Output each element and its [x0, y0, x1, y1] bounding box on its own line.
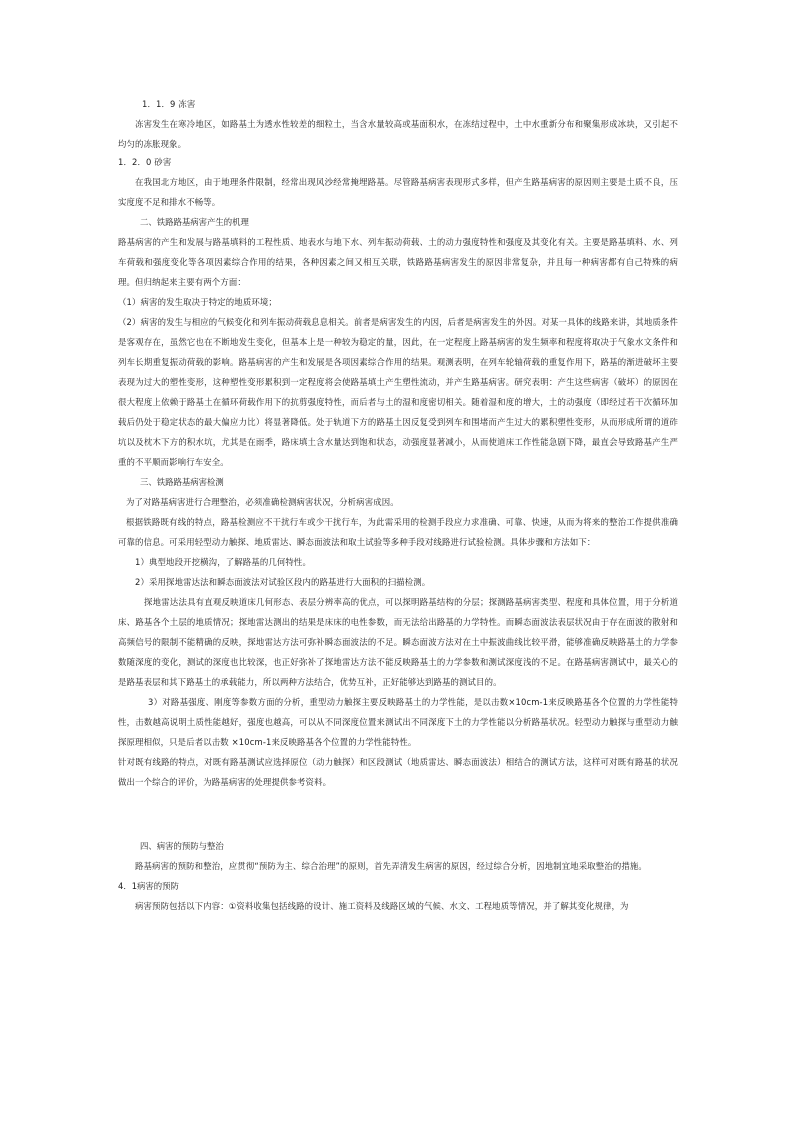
paragraph-detection-summary: 针对既有线路的特点，对既有路基测试应选择原位（动力触探）和区段测试（地质雷达、瞬态面波法）相结合的测试方法，这样可对既有路基的状况做出一个综合的评价，为路基病害的处理提供参考资料。 [118, 757, 678, 787]
document-page [118, 98, 678, 916]
paragraph-prevention-principle: 路基病害的预防和整治，应贯彻“预防为主、综合治理”的原则，首先弄清发生病害的原因，经过综合分析，因地制宜地采取整治的措施。 [135, 861, 647, 871]
paragraph-detection-methods: 根据铁路既有线的特点，路基检测应不干扰行车或少干扰行车，为此需采用的检测手段应力求准确、可靠、快速，从而为将来的整治工作提供准确可靠的信息。可采用轻型动力触探、地质雷达、瞬态面波法和取土试验等多种手段对线路进行试验检测。具体步骤和方法如下： [118, 517, 678, 547]
list-item-1: （1）病害的发生取决于特定的地质环境； [118, 297, 277, 307]
paragraph-dynamic-penetration: 3）对路基强度、刚度等参数方面的分析，重型动力触探主要反映路基土的力学性能，是以击数×10cm-1来反映路基各个位置的力学性能特性，击数越高说明土质性能越好，强度也越高，可以从不同深度位置来测试出不同深度下土的力学性能以分析路基状况。轻型动力触探与重型动力触探原理相似，只是后者以击数 ×10cm-1来反映路基各个位置的力学性能特性。 [118, 697, 678, 747]
method-step-1: 1）典型地段开挖横沟，了解路基的几何特性。 [135, 557, 311, 567]
paragraph-frost-damage: 冻害发生在寒冷地区，如路基土为透水性较差的细粒土，当含水量较高或基面积水，在冻结过程中，土中水重新分布和聚集形成冰块，又引起不均匀的冻胀现象。 [118, 119, 678, 149]
section-3-heading: 三、铁路路基病害检测 [140, 477, 224, 487]
section-1-2-0-heading: 1．2．0 砂害 [118, 157, 172, 167]
section-1-1-9-heading: 1．1．9 冻害 [142, 99, 196, 109]
list-item-2: （2）病害的发生与相应的气候变化和列车振动荷载息息相关。前者是病害发生的内因，后者是病害发生的外因。对某一具体的线路来讲，其地质条件是客观存在，虽然它也在不断地发生变化，但基本上是一种较为稳定的量，因此，在一定程度上路基病害的发生频率和程度将取决于气象水文条件和列车长期重复振动荷载的影响。路基病害的产生和发展是各项因素综合作用的结果。观测表明，在列车轮轴荷载的重复作用下，路基的渐进破坏主要表现为过大的塑性变形，这种塑性变形累积到一定程度将会使路基填土产生塑性流动，并产生路基病害。研究表明：产生这些病害（破坏）的原因在很大程度上依赖于路基土在循环荷载作用下的抗剪强度特性，而后者与土的湿和度密切相关。随着湿和度的增大，土的动强度（即经过若干次循环加载后仍处于稳定状态的最大偏应力比）将显著降低。处于轨道下方的路基土因反复受到列车和围堵而产生过大的累积塑性变形，从而形成所谓的道砟坑以及枕木下方的积水坑，尤其是在雨季，路床填土含水量达到饱和状态，动强度显著减小，从而使道床工作性能急剧下降，最直会导致路基产生严重的不平顺而影响行车安全。 [118, 317, 678, 467]
method-step-2: 2）采用探地雷达法和瞬态面波法对试验区段内的路基进行大面积的扫描检测。 [135, 577, 431, 587]
paragraph-prevention-content: 病害预防包括以下内容：①资料收集包括线路的设计、施工资料及线路区域的气候、水文、工程地质等情况，并了解其变化规律，为 [135, 901, 629, 911]
section-2-heading: 二、铁路路基病害产生的机理 [140, 217, 249, 227]
section-4-heading: 四、病害的预防与整治 [140, 841, 224, 851]
section-4-1-heading: 4．1病害的预防 [118, 881, 179, 891]
paragraph-sand-damage: 在我国北方地区，由于地理条件限制，经常出现风沙经常掩埋路基。尽管路基病害表现形式多样，但产生路基病害的原因则主要是土质不良，压实度度不足和排水不畅等。 [118, 177, 678, 207]
paragraph-mechanism-intro: 路基病害的产生和发展与路基填料的工程性质、地表水与地下水、列车振动荷载、土的动力强度特性和强度及其变化有关。主要是路基填料、水、列车荷载和强度变化等各项因素综合作用的结果，各种因素之间又相互关联，铁路路基病害发生的原因非常复杂，并且每一种病害都有自己特殊的病理。但归纳起来主要有两个方面： [118, 237, 678, 287]
paragraph-detection-purpose: 为了对路基病害进行合理整治，必须准确检测病害状况，分析病害成因。 [126, 497, 399, 507]
paragraph-radar-and-wave: 探地雷达法具有直观反映道床几何形态、表层分辨率高的优点，可以探明路基结构的分层；探测路基病害类型、程度和具体位置，用于分析道床、路基各个土层的地质情况；探地雷达测出的结果是床床的电性参数，而无法给出路基的力学特性。而瞬态面波法表层状况由于存在面波的散射和高频信号的限制不能精确的反映，探地雷达方法可弥补瞬态面波法的不足。瞬态面波方法对在土中振波曲线比较平滑，能够准确反映路基土的力学参数随深度的变化，测试的深度也比较深，也正好弥补了探地雷达方法不能反映路基土的力学参数和测试深度浅的不足。在路基病害测试中，最关心的是路基表层和其下路基土的承载能力，所以两种方法结合，优势互补，正好能够达到路基的测试目的。 [118, 597, 678, 687]
